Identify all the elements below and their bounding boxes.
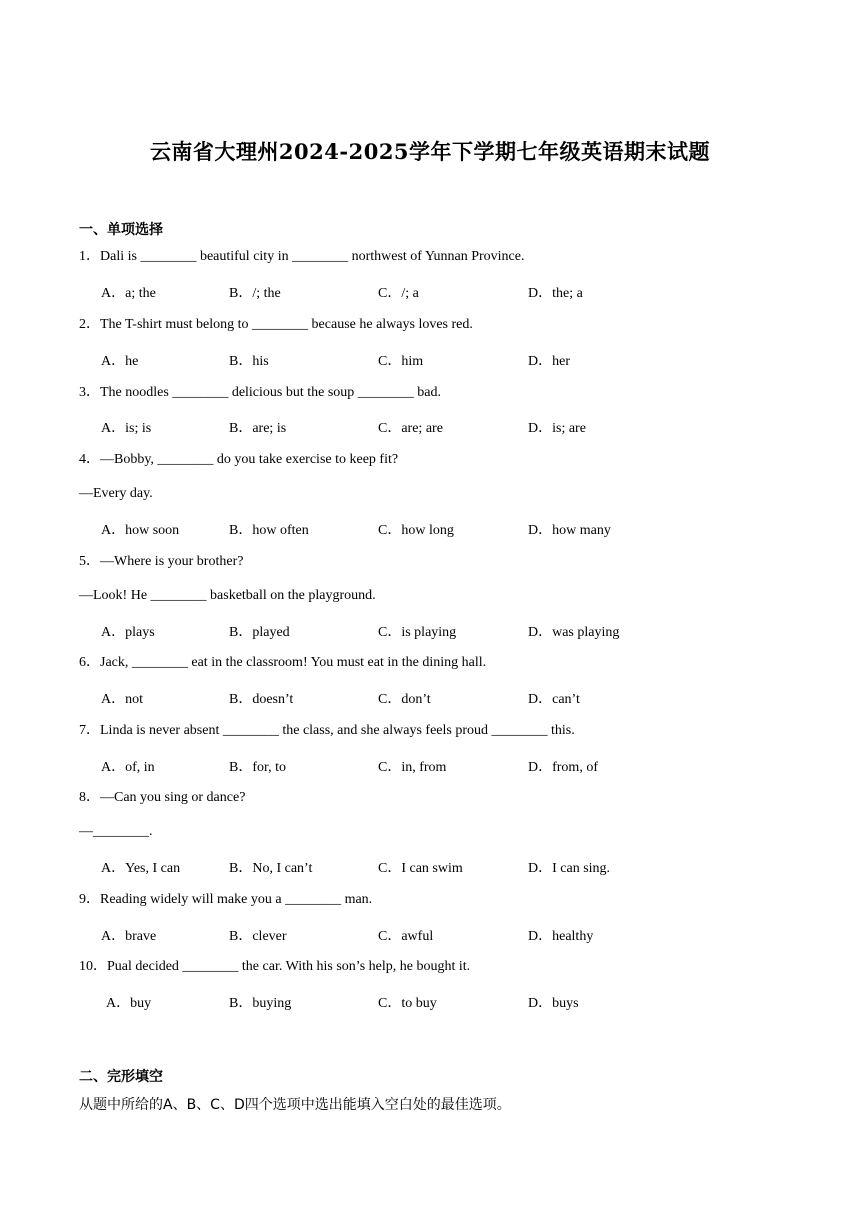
option-a: A．how soon (101, 523, 180, 538)
exam-title: 云南省大理州2024-2025学年下学期七年级英语期末试题 (149, 139, 711, 164)
option-row (0, 621, 860, 639)
option-c: C．are; are (378, 421, 443, 436)
option-a: A．is; is (101, 421, 152, 436)
option-row (0, 417, 860, 435)
section-heading-cloze: 二、完形填空 (79, 1069, 163, 1085)
question-stem: 10．Pual decided ________ the car. With his son’s help, he bought it. (79, 959, 471, 974)
option-c: C．I can swim (378, 861, 463, 876)
option-a: A．of, in (101, 760, 155, 775)
question-stem: 1．Dali is ________ beautiful city in ________ northwest of Yunnan Province. (79, 249, 525, 264)
question-stem: 9．Reading widely will make you a ________ man. (79, 892, 373, 907)
question-line: —Every day. (79, 486, 153, 501)
option-b: B．doesn’t (229, 692, 294, 707)
question-stem: 2．The T-shirt must belong to ________ because he always loves red. (79, 317, 473, 332)
option-row (0, 282, 860, 300)
option-d: D．can’t (528, 692, 580, 707)
option-row (0, 688, 860, 706)
option-row (0, 992, 860, 1010)
question-stem: 7．Linda is never absent ________ the class, and she always feels proud ________ this. (79, 723, 575, 738)
option-row (0, 519, 860, 537)
option-a: A．brave (101, 929, 157, 944)
option-c: C．awful (378, 929, 434, 944)
option-b: B．/; the (229, 286, 281, 301)
question-stem: 5．—Where is your brother? (79, 554, 244, 569)
option-c: C．how long (378, 523, 454, 538)
option-c: C．/; a (378, 286, 419, 301)
option-b: B．for, to (229, 760, 286, 775)
option-a: A．plays (101, 625, 155, 640)
option-b: B．how often (229, 523, 309, 538)
option-d: D．how many (528, 523, 611, 538)
question-stem: 4．—Bobby, ________ do you take exercise to keep fit? (79, 452, 399, 467)
question-stem: 8．—Can you sing or dance? (79, 790, 246, 805)
option-b: B．his (229, 354, 269, 369)
option-d: D．I can sing. (528, 861, 611, 876)
option-row (0, 350, 860, 368)
question-line: —Look! He ________ basketball on the playground. (79, 588, 376, 603)
cloze-instruction: 从题中所给的A、B、C、D四个选项中选出能填入空白处的最佳选项。 (79, 1097, 511, 1113)
option-b: B．are; is (229, 421, 287, 436)
option-c: C．him (378, 354, 424, 369)
option-d: D．healthy (528, 929, 594, 944)
option-d: D．from, of (528, 760, 598, 775)
option-c: C．in, from (378, 760, 447, 775)
option-b: B．No, I can’t (229, 861, 313, 876)
option-a: A．not (101, 692, 143, 707)
option-row (0, 756, 860, 774)
option-b: B．buying (229, 996, 292, 1011)
option-c: C．is playing (378, 625, 457, 640)
option-d: D．the; a (528, 286, 583, 301)
option-row (0, 925, 860, 943)
option-a: A．he (101, 354, 139, 369)
option-row (0, 857, 860, 875)
option-a: A．buy (106, 996, 152, 1011)
option-c: C．don’t (378, 692, 431, 707)
option-d: D．was playing (528, 625, 620, 640)
question-stem: 6．Jack, ________ eat in the classroom! You must eat in the dining hall. (79, 655, 487, 670)
question-line: —________. (79, 824, 153, 839)
option-d: D．her (528, 354, 570, 369)
section-heading-single-choice: 一、单项选择 (79, 222, 163, 238)
option-b: B．played (229, 625, 290, 640)
option-c: C．to buy (378, 996, 437, 1011)
option-a: A．a; the (101, 286, 156, 301)
question-stem: 3．The noodles ________ delicious but the soup ________ bad. (79, 385, 442, 400)
option-a: A．Yes, I can (101, 861, 181, 876)
option-d: D．is; are (528, 421, 586, 436)
option-b: B．clever (229, 929, 287, 944)
option-d: D．buys (528, 996, 579, 1011)
